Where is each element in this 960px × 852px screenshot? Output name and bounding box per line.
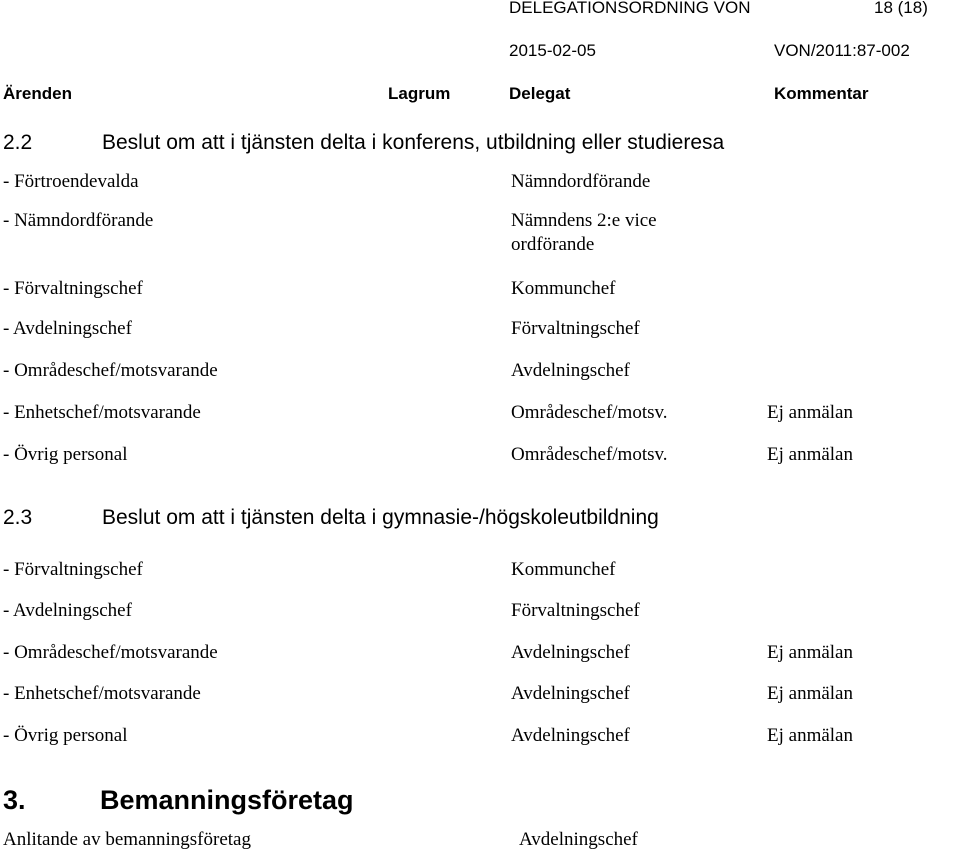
row-delegat: Avdelningschef — [519, 829, 638, 850]
row-arende: - Områdeschef/motsvarande — [3, 642, 218, 663]
document-reference: VON/2011:87-002 — [774, 41, 910, 60]
column-header-delegat: Delegat — [509, 84, 571, 103]
row-kommentar: Ej anmälan — [767, 642, 853, 663]
row-delegat: Kommunchef — [511, 278, 616, 299]
row-delegat: Förvaltningschef — [511, 318, 640, 339]
section-title: Bemanningsföretag — [100, 785, 354, 815]
row-arende: - Avdelningschef — [3, 600, 132, 621]
row-delegat: Avdelningschef — [511, 725, 630, 746]
row-delegat: Områdeschef/motsv. — [511, 402, 668, 423]
row-delegat: Avdelningschef — [511, 642, 630, 663]
row-kommentar: Ej anmälan — [767, 444, 853, 465]
row-arende: - Övrig personal — [3, 444, 128, 465]
row-arende: - Övrig personal — [3, 725, 128, 746]
row-arende: - Områdeschef/motsvarande — [3, 360, 218, 381]
row-arende: - Förvaltningschef — [3, 278, 143, 299]
page-number: 18 (18) — [874, 0, 928, 17]
row-kommentar: Ej anmälan — [767, 683, 853, 704]
row-arende: - Förvaltningschef — [3, 559, 143, 580]
row-arende: - Avdelningschef — [3, 318, 132, 339]
row-delegat: Kommunchef — [511, 559, 616, 580]
document-date: 2015-02-05 — [509, 41, 596, 60]
document-title: DELEGATIONSORDNING VON — [509, 0, 751, 17]
row-arende: - Enhetschef/motsvarande — [3, 683, 201, 704]
section-number: 2.2 — [3, 131, 33, 154]
section-title: Beslut om att i tjänsten delta i konferens, utbildning eller studieresa — [102, 131, 725, 154]
section-title: Beslut om att i tjänsten delta i gymnasie-/högskoleutbildning — [102, 506, 659, 529]
row-delegat: Avdelningschef — [511, 360, 630, 381]
row-arende: - Enhetschef/motsvarande — [3, 402, 201, 423]
row-kommentar: Ej anmälan — [767, 402, 853, 423]
column-header-arenden: Ärenden — [3, 84, 72, 103]
row-delegat: Nämndens 2:e vice — [511, 210, 657, 231]
row-arende: - Förtroendevalda — [3, 171, 139, 192]
row-delegat-continued: ordförande — [511, 234, 595, 255]
row-delegat: Avdelningschef — [511, 683, 630, 704]
row-kommentar: Ej anmälan — [767, 725, 853, 746]
column-header-lagrum: Lagrum — [388, 84, 451, 103]
column-header-kommentar: Kommentar — [774, 84, 869, 103]
row-arende: Anlitande av bemanningsföretag — [3, 829, 251, 850]
row-delegat: Nämndordförande — [511, 171, 651, 192]
row-delegat: Förvaltningschef — [511, 600, 640, 621]
section-number: 2.3 — [3, 506, 33, 529]
row-arende: - Nämndordförande — [3, 210, 154, 231]
row-delegat: Områdeschef/motsv. — [511, 444, 668, 465]
section-number: 3. — [3, 785, 26, 815]
